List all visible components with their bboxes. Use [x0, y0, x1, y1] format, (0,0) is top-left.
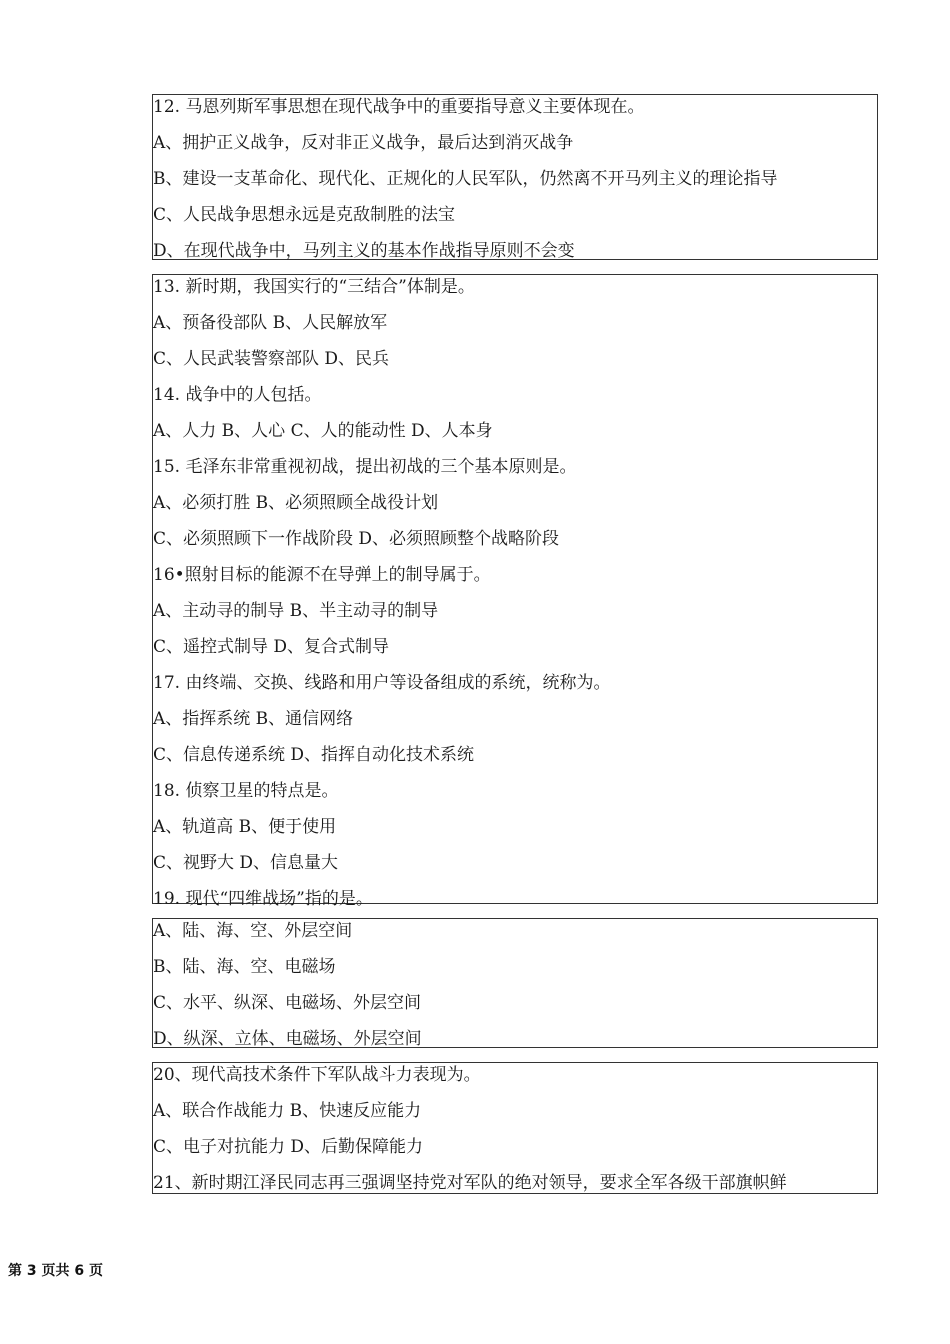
option-text: A、指挥系统 B、通信网络: [153, 709, 354, 729]
question-text: 13. 新时期，我国实行的“三结合”体制是。: [153, 277, 475, 297]
option-text: C、人民战争思想永远是克敌制胜的法宝: [153, 205, 456, 225]
option-text: C、信息传递系统 D、指挥自动化技术系统: [153, 745, 475, 765]
option-text: A、联合作战能力 B、快速反应能力: [153, 1101, 422, 1121]
page-number: 第 3 页共 6 页: [8, 1263, 103, 1279]
option-text: B、陆、海、空、电磁场: [153, 957, 336, 977]
question-text: 19. 现代“四维战场”指的是。: [153, 889, 373, 909]
question-text: 21、新时期江泽民同志再三强调坚持党对军队的绝对领导，要求全军各级干部旗帜鲜: [153, 1173, 787, 1193]
question-text: 18. 侦察卫星的特点是。: [153, 781, 339, 801]
option-text: C、遥控式制导 D、复合式制导: [153, 637, 390, 657]
question-text: 15. 毛泽东非常重视初战，提出初战的三个基本原则是。: [153, 457, 577, 477]
option-text: D、纵深、立体、电磁场、外层空间: [153, 1029, 422, 1049]
question-block-12: [152, 94, 878, 260]
option-text: A、拥护正义战争，反对非正义战争，最后达到消灭战争: [153, 133, 574, 153]
question-text: 17. 由终端、交换、线路和用户等设备组成的系统，统称为。: [153, 673, 611, 693]
option-text: C、人民武装警察部队 D、民兵: [153, 349, 390, 369]
option-text: A、必须打胜 B、必须照顾全战役计划: [153, 493, 439, 513]
question-text: 14. 战争中的人包括。: [153, 385, 322, 405]
option-text: A、人力 B、人心 C、人的能动性 D、人本身: [153, 421, 493, 441]
option-text: A、主动寻的制导 B、半主动寻的制导: [153, 601, 439, 621]
option-text: A、陆、海、空、外层空间: [153, 921, 353, 941]
question-block-20-21: [152, 1062, 878, 1194]
option-text: C、必须照顾下一作战阶段 D、必须照顾整个战略阶段: [153, 529, 560, 549]
question-text: 16•照射目标的能源不在导弹上的制导属于。: [153, 565, 491, 585]
option-text: D、在现代战争中，马列主义的基本作战指导原则不会变: [153, 241, 575, 261]
option-text: B、建设一支革命化、现代化、正规化的人民军队，仍然离不开马列主义的理论指导: [153, 169, 778, 189]
question-block-13-19: [152, 274, 878, 909]
question-text: 12. 马恩列斯军事思想在现代战争中的重要指导意义主要体现在。: [153, 97, 645, 117]
question-block-19-options: [152, 918, 878, 1048]
option-text: A、轨道高 B、便于使用: [153, 817, 337, 837]
option-text: C、电子对抗能力 D、后勤保障能力: [153, 1137, 424, 1157]
option-text: C、水平、纵深、电磁场、外层空间: [153, 993, 422, 1013]
option-text: C、视野大 D、信息量大: [153, 853, 339, 873]
option-text: A、预备役部队 B、人民解放军: [153, 313, 388, 333]
question-text: 20、现代高技术条件下军队战斗力表现为。: [153, 1065, 481, 1085]
